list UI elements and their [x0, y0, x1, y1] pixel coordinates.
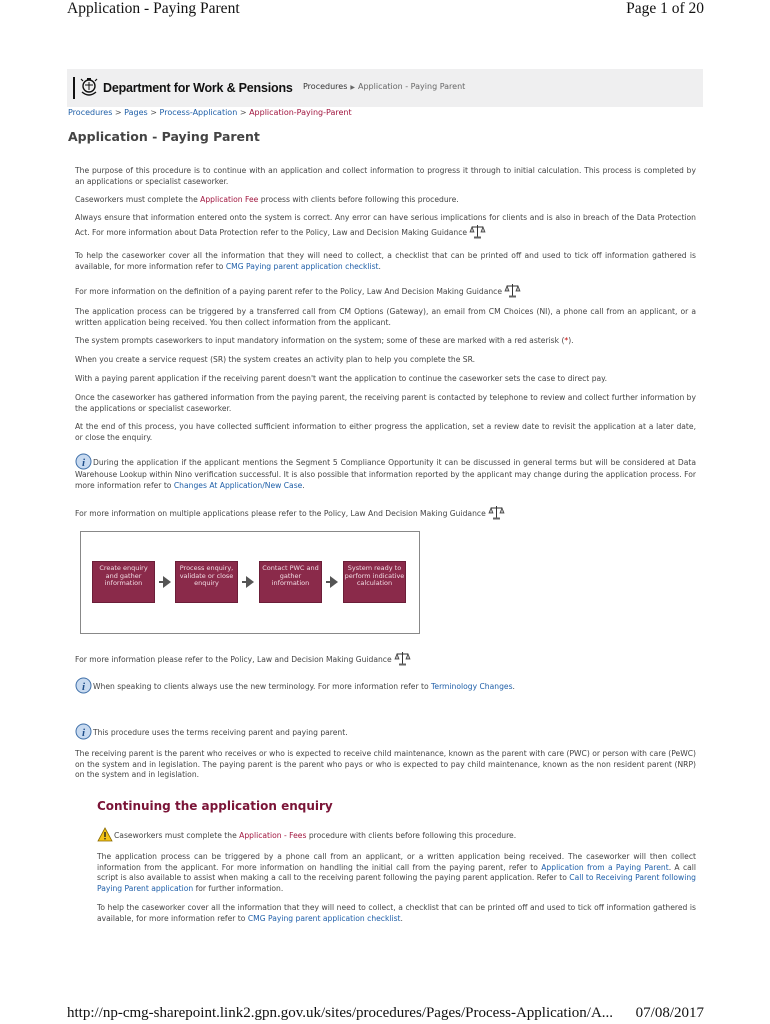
scales-of-justice-icon[interactable]	[394, 651, 411, 666]
segment5-info-paragraph: i During the application if the applicant mentions the Segment 5 Compliance Opportunity it can be discussed in general terms but will be considered at Data Warehouse Lookup within Nino verification successful. It is also possible that information reported by the applicant may change during the application process. For more information refer to Changes At Application/New Case.	[75, 453, 696, 491]
receiving-parent-contact-paragraph: Once the caseworker has gathered information from the paying parent, the receiving parent is contacted by telephone to review and collect further information by the applications or specialist caseworker.	[75, 393, 696, 413]
process-flow-diagram	[80, 531, 420, 634]
scales-of-justice-icon[interactable]	[504, 283, 521, 298]
service-request-paragraph: When you create a service request (SR) the system creates an activity plan to help you complete the SR.	[75, 355, 476, 364]
svg-text:i: i	[81, 727, 86, 739]
breadcrumb-procedures[interactable]: Procedures	[68, 108, 113, 117]
arrow-right-icon	[246, 576, 254, 588]
data-protection-paragraph: Always ensure that information entered onto the system is correct. Any error can have serious implications for clients and is also in breach of the Data Protection Act. For more information about Data Protection refer to the Policy, Law and Decision Making Guidance	[75, 213, 696, 237]
direct-pay-paragraph: With a paying parent application if the receiving parent doesn't want the application to continue the caseworker sets the case to direct pay.	[75, 374, 607, 383]
terminology-changes-link[interactable]: Terminology Changes	[431, 682, 513, 691]
checklist-paragraph-2: To help the caseworker cover all the information that they will need to collect, a checklist that can be printed off and used to tick off information gathered is available, for more information refer to CMG Paying parent application checklist.	[97, 903, 696, 923]
print-header-title: Application - Paying Parent	[67, 0, 240, 17]
checklist-link[interactable]: CMG Paying parent application checklist	[225, 261, 379, 271]
application-from-paying-parent-link[interactable]: Application from a Paying Parent	[541, 862, 669, 872]
svg-text:i: i	[81, 681, 86, 693]
section-heading-continuing-enquiry: Continuing the application enquiry	[97, 799, 333, 813]
parent-definitions-paragraph: The receiving parent is the parent who receives or who is expected to receive child maintenance, known as the parent with care (PWC) or person with care (PeWC) on the system and in legislation. The paying parent is the parent who pays or who is expected to pay child maintenance, known as the non resident parent (NRP) on the system and in legislation.	[75, 749, 696, 780]
print-header-page-number: Page 1 of 20	[626, 0, 704, 17]
required-asterisk: *	[564, 336, 569, 345]
application-trigger-paragraph: The application process can be triggered by a transferred call from CM Options (Gateway), an email from CM Choices (NI), a phone call from an applicant, or a written application being received. You then collect information from the applicant.	[75, 307, 696, 327]
warning-icon	[97, 827, 113, 842]
info-icon	[75, 723, 92, 740]
application-fees-link[interactable]: Application - Fees	[239, 831, 307, 840]
breadcrumb-separator: >	[114, 108, 122, 117]
chevron-right-icon: ▶	[350, 84, 355, 91]
breadcrumb-separator: >	[239, 108, 247, 117]
scales-of-justice-icon[interactable]	[488, 505, 505, 520]
process-step[interactable]: Process enquiry, validate or close enquiry	[175, 561, 238, 603]
application-fees-warning-paragraph: Caseworkers must complete the Application - Fees procedure with clients before following this procedure.	[97, 827, 696, 842]
info-icon	[75, 453, 92, 470]
svg-text:i: i	[81, 457, 86, 469]
purpose-paragraph: The purpose of this procedure is to continue with an application and collect information to progress it through to initial calculation. This process is completed by an applications or specialist caseworker.	[75, 166, 696, 186]
print-footer-date: 07/08/2017	[635, 1005, 704, 1021]
info-icon	[75, 677, 92, 694]
breadcrumb	[68, 108, 352, 117]
application-fee-paragraph: Caseworkers must complete the Application Fee process with clients before following this procedure.	[75, 195, 459, 204]
breadcrumb-process-application[interactable]: Process-Application	[159, 108, 238, 117]
dwp-logo[interactable]	[73, 75, 293, 101]
breadcrumb-pages[interactable]: Pages	[124, 108, 148, 117]
breadcrumb-current: Application-Paying-Parent	[249, 108, 352, 117]
changes-at-application-link[interactable]: Changes At Application/New Case	[173, 480, 303, 490]
scales-of-justice-icon[interactable]	[469, 224, 486, 239]
arrow-right-icon	[330, 576, 338, 588]
page-title: Application - Paying Parent	[68, 129, 260, 144]
call-to-receiving-parent-link[interactable]: Call to Receiving Parent following Paying Parent application	[97, 873, 696, 893]
print-footer	[67, 1005, 704, 1024]
logo-text: Department for Work & Pensions	[103, 81, 293, 95]
application-fee-link[interactable]: Application Fee	[200, 195, 259, 204]
process-step[interactable]: Create enquiry and gather information	[92, 561, 155, 603]
process-step[interactable]: Contact PWC and gather information	[259, 561, 322, 603]
mandatory-info-paragraph: The system prompts caseworkers to input mandatory information on the system; some of these are marked with a red asterisk (*).	[75, 336, 574, 345]
site-banner	[67, 69, 703, 107]
process-step[interactable]: System ready to perform indicative calculation	[343, 561, 406, 603]
breadcrumb-separator: >	[150, 108, 157, 117]
banner-nav-procedures-link[interactable]: Procedures	[303, 82, 348, 91]
print-header	[67, 0, 704, 22]
end-of-process-paragraph: At the end of this process, you have collected sufficient information to either progress the application, set a review date to revisit the application at a later date, or close the enquiry.	[75, 422, 696, 442]
banner-nav-current: Application - Paying Parent	[358, 82, 466, 91]
checklist-paragraph: To help the caseworker cover all the information that they will need to collect, a checklist that can be printed off and used to tick off information gathered is available, for more information refer to CMG Paying parent application checklist.	[75, 251, 696, 271]
checklist-link-2[interactable]: CMG Paying parent application checklist	[247, 913, 401, 923]
multiple-applications-paragraph: For more information on multiple applications please refer to the Policy, Law And Decision Making Guidance	[75, 505, 696, 520]
logo-bar	[73, 77, 75, 99]
further-guidance-paragraph: For more information please refer to the Policy, Law and Decision Making Guidance	[75, 651, 696, 666]
terms-paragraph: i This procedure uses the terms receiving parent and paying parent.	[75, 723, 696, 740]
print-footer-url: http://np-cmg-sharepoint.link2.gpn.gov.uk/sites/procedures/Pages/Process-Application/A...	[67, 1005, 614, 1021]
terminology-paragraph: i When speaking to clients always use the new terminology. For more information refer to Terminology Changes.	[75, 677, 696, 694]
initial-call-paragraph: The application process can be triggered by a phone call from an applicant, or a written application being received. The caseworker will then collect information from the applicant. For more information on handling the initial call from the paying parent, refer to Application from a Paying Parent. A call script is also available to assist when making a call to the receiving parent following the paying parent application. Refer to Call to Receiving Parent following Paying Parent application for further information.	[97, 852, 696, 893]
arrow-right-icon	[163, 576, 171, 588]
paying-parent-definition-paragraph: For more information on the definition of a paying parent refer to the Policy, Law And Decision Making Guidance	[75, 283, 696, 298]
royal-crest-icon	[79, 77, 99, 99]
banner-navigation	[303, 82, 465, 91]
